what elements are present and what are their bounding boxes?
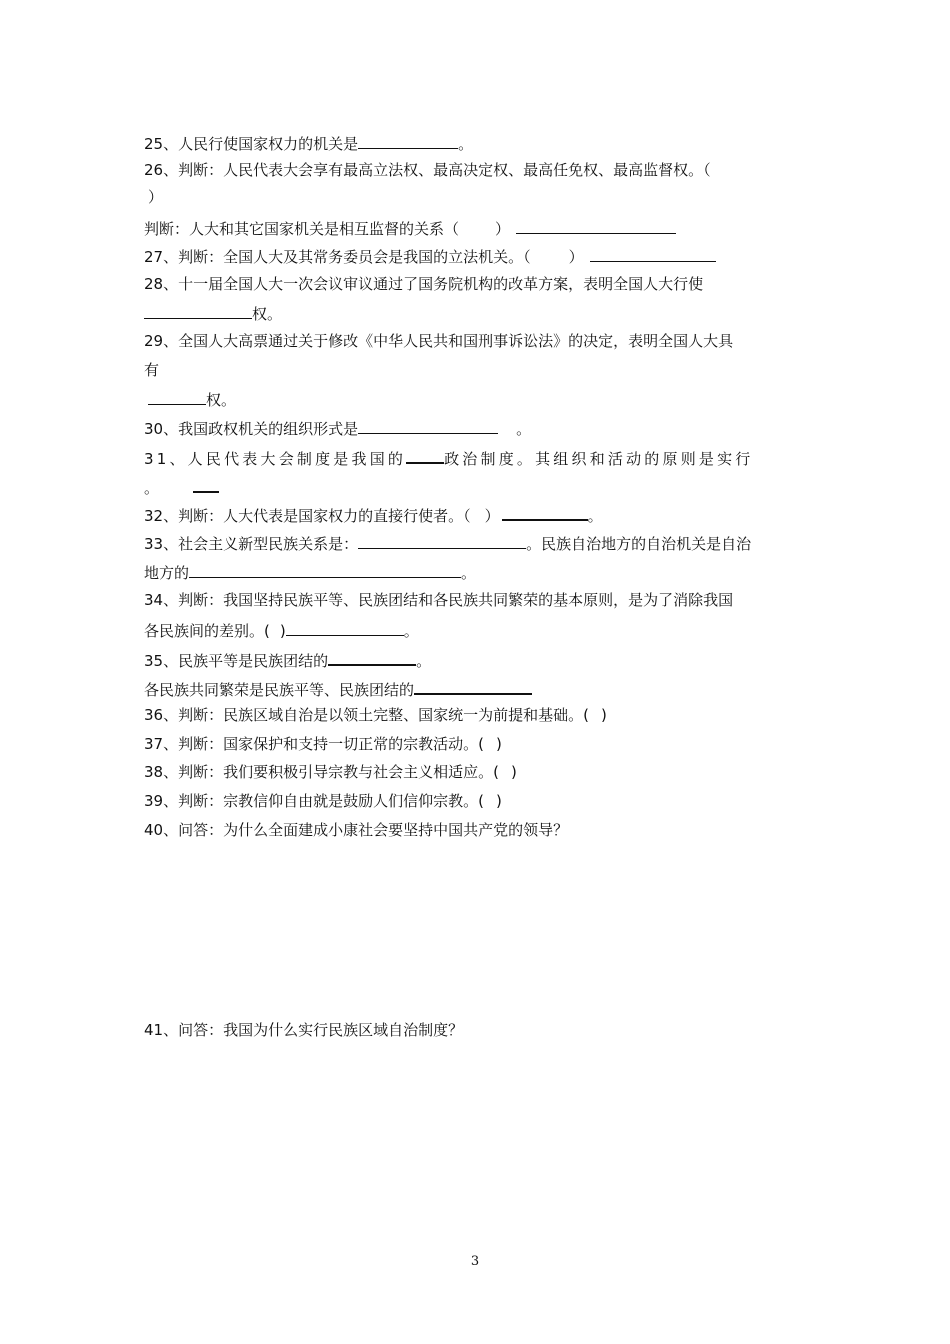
question-40 [144,820,568,840]
answer-area-40[interactable] [144,850,804,1010]
question-41 [144,1020,463,1040]
question-34-text-b: 各民族间的差别。( [144,622,270,640]
question-35 [144,648,431,671]
question-32 [144,503,603,526]
question-26b-text: 判断：人大和其它国家机关是相互监督的关系（ [144,220,460,238]
question-34-cont [144,619,419,641]
question-29-text: 29、全国人大高票通过关于修改《中华人民共和国刑事诉讼法》的决定，表明全国人大具 [144,332,734,350]
close-paren[interactable]: ) [495,735,502,753]
question-40-text: 40、问答：为什么全面建成小康社会要坚持中国共产党的领导？ [144,821,569,839]
answer-area-41[interactable] [144,1050,804,1230]
question-37-text: 37、判断：国家保护和支持一切正常的宗教活动。( [144,735,484,753]
question-29-cont-text: 有 [144,361,160,379]
answer-blank[interactable] [148,388,206,405]
question-25-text: 25、人民行使国家权力的机关是 [144,135,359,153]
question-37 [144,734,502,754]
answer-blank[interactable] [502,503,588,521]
period: 。 [403,622,419,640]
answer-blank[interactable] [590,245,716,262]
question-38-text: 38、判断：我们要积极引导宗教与社会主义相适应。( [144,763,499,781]
period: 。 [516,420,532,438]
answer-blank[interactable] [189,561,461,578]
question-35-text-c: 各民族共同繁荣是民族平等、民族团结的 [144,681,415,699]
question-35-cont [144,677,532,700]
close-paren[interactable]: ) [495,792,502,810]
question-33-text-b: 。民族自治地方的自治机关是自治 [526,535,752,553]
question-27-text: 27、判断：全国人大及其常务委员会是我国的立法机关。（ [144,248,531,266]
question-26 [144,160,711,180]
answer-blank[interactable] [193,475,219,493]
question-36-text: 36、判断：民族区域自治是以领土完整、国家统一为前提和基础。( [144,706,589,724]
question-29-blank-line [144,388,236,410]
question-31-text-b: 政治制度。其组织和活动的原则是实行 [444,450,754,468]
close-paren[interactable]: ） [148,188,164,206]
period: 。 [144,479,160,497]
question-28-text: 28、十一届全国人大一次会议审议通过了国务院机构的改革方案，表明全国人大行使 [144,275,704,293]
question-31-cont [144,475,219,498]
question-39-text: 39、判断：宗教信仰自由就是鼓励人们信仰宗教。( [144,792,484,810]
close-paren[interactable]: ） [568,248,584,266]
question-26-text: 26、判断：人民代表大会享有最高立法权、最高决定权、最高任免权、最高监督权。（ [144,161,711,179]
question-31 [144,446,754,469]
answer-blank[interactable] [286,619,404,636]
question-39 [144,791,502,811]
close-paren[interactable]: ) [279,622,286,640]
answer-blank[interactable] [358,132,458,149]
question-31-text: 31、人民代表大会制度是我国的 [144,450,407,468]
question-41-text: 41、问答：我国为什么实行民族区域自治制度？ [144,1021,464,1039]
question-30 [144,417,531,439]
page-number: 3 [470,1254,480,1269]
period: 。 [587,507,603,525]
close-paren[interactable]: ) [600,706,607,724]
question-28-suffix: 权。 [252,305,283,323]
answer-blank[interactable] [414,677,532,695]
close-paren[interactable]: ） [495,220,511,238]
question-33-text-c: 地方的 [144,564,190,582]
question-25 [144,132,473,154]
question-38 [144,762,517,782]
question-30-text: 30、我国政权机关的组织形式是 [144,420,359,438]
answer-blank[interactable] [144,302,252,319]
answer-blank[interactable] [358,417,498,434]
question-29 [144,331,733,351]
close-paren[interactable]: ） [484,507,500,525]
answer-blank[interactable] [406,446,444,464]
question-27 [144,245,716,267]
period: 。 [461,564,477,582]
question-26-paren [144,187,163,207]
question-36 [144,705,607,725]
question-34 [144,590,733,610]
question-33 [144,532,751,554]
question-29-cont [144,360,159,380]
answer-blank[interactable] [328,648,416,666]
question-28 [144,274,703,294]
answer-blank[interactable] [358,532,526,549]
question-32-text: 32、判断：人大代表是国家权力的直接行使者。（ [144,507,471,525]
question-28-cont [144,302,282,324]
period: 。 [458,135,474,153]
question-29-suffix: 权。 [206,391,237,409]
question-33-cont [144,561,476,583]
question-35-text: 35、民族平等是民族团结的 [144,652,329,670]
close-paren[interactable]: ) [510,763,517,781]
question-33-text: 33、社会主义新型民族关系是： [144,535,359,553]
question-26b [144,217,676,239]
answer-blank[interactable] [516,217,676,234]
period: 。 [416,652,432,670]
question-34-text: 34、判断：我国坚持民族平等、民族团结和各民族共同繁荣的基本原则，是为了消除我国 [144,591,734,609]
